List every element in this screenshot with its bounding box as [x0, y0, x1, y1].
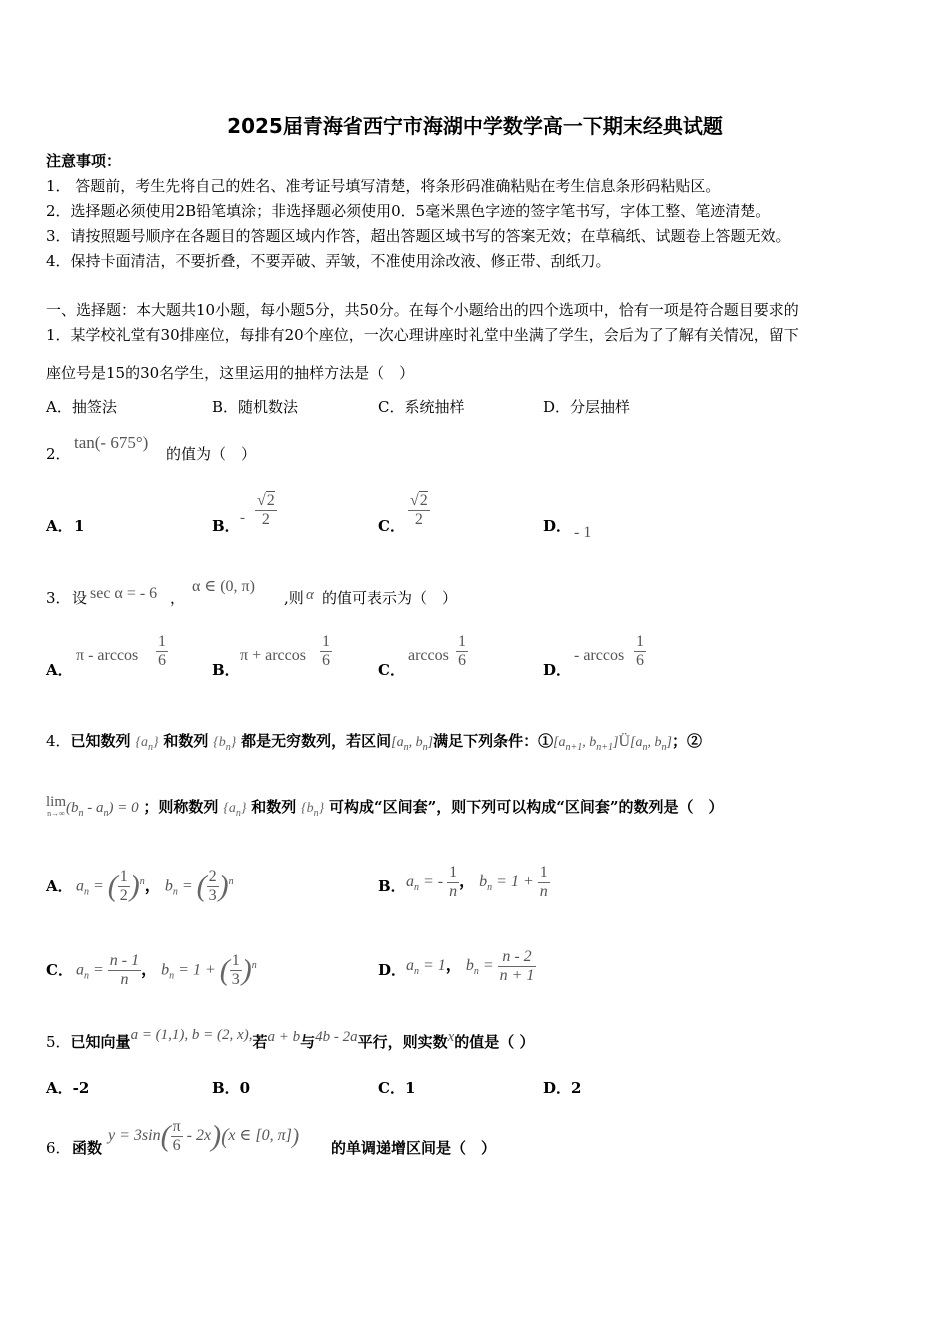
- q4-c1-bn: b: [654, 735, 662, 750]
- q3-label-b: B．: [212, 661, 240, 679]
- q5-sum: a + b: [267, 1029, 301, 1045]
- q1-option-b: B．随机数法: [212, 398, 299, 416]
- q2-expression: tan(- 675°): [74, 433, 149, 452]
- q4-c-eq2: = 1 +: [174, 961, 220, 979]
- q4-lim-expr-1: (b: [66, 800, 79, 816]
- q4-c-num2: 1: [231, 952, 240, 970]
- question-1-line-2: 座位号是15的30名学生，这里运用的抽样方法是（ ）: [46, 364, 415, 382]
- q3-option-d-pre: - arccos: [574, 647, 625, 664]
- q4-d-bn-sub: n: [473, 966, 479, 978]
- q4-b-eq2: = 1 +: [492, 873, 538, 890]
- q4-label-d: D．: [378, 961, 407, 979]
- q4-a-bn-sub: n: [172, 886, 178, 898]
- q3-option-b-pre: π + arccos: [240, 647, 306, 664]
- q4-t4: 满足下列条件：①: [433, 732, 554, 750]
- q4-an-2-sub: n: [235, 807, 241, 819]
- section-heading: 一、选择题：本大题共10小题，每小题5分，共50分。在每个小题给出的四个选项中，恰有一项是符合题目要求的: [46, 301, 799, 319]
- q5-t4: 平行，则实数: [357, 1033, 448, 1051]
- notice-item-4: 4．保持卡面清洁，不要折叠，不要弄破、弄皱，不准使用涂改液、修正带、刮纸刀。: [46, 252, 611, 270]
- q4-lim-expr-2: - a: [83, 800, 104, 816]
- notice-heading: 注意事项：: [46, 152, 122, 170]
- question-5: [46, 1027, 535, 1052]
- q4-int-b-sub: n: [422, 741, 428, 753]
- q4-c-an: a: [76, 961, 84, 979]
- question-3-pre: 设: [72, 589, 88, 607]
- q2-label-a: A．: [46, 517, 73, 535]
- question-3-tail: 的值可表示为（ ）: [322, 589, 458, 607]
- q5-t5: 的值是（ ）: [454, 1033, 535, 1051]
- q3-label-d: D．: [543, 661, 572, 679]
- q4-c-sep: ，: [141, 961, 158, 979]
- q4-bn-sub: n: [225, 741, 231, 753]
- q5-diff: 4b - 2a: [315, 1029, 358, 1045]
- q4-int-a: a: [396, 735, 404, 750]
- q5-t1: 已知向量: [70, 1033, 131, 1051]
- q4-option-a: $a_n$ = ( $\frac{1}{2}$ )$^n$， $b_n$ = ( $\frac{2}{3}$ )$^n$: [76, 868, 234, 905]
- q4-b-an: a: [406, 873, 414, 890]
- q4-b-eq1: = -: [419, 873, 448, 890]
- q3-comma: ，: [170, 589, 186, 607]
- question-6-tail: 的单调递增区间是（ ）: [331, 1139, 497, 1157]
- q4-a-bn: b: [164, 877, 173, 895]
- q6-f1: y = 3sin: [108, 1127, 161, 1144]
- q4-an-sub: n: [147, 741, 153, 753]
- q3-d-num: 1: [636, 633, 644, 650]
- q5-option-d: D．2: [543, 1079, 582, 1097]
- q2-c-den: 2: [414, 511, 423, 528]
- q4-a-eq2: =: [177, 877, 197, 895]
- q4-c-bn-sub: n: [169, 970, 175, 982]
- q2-label-c: C．: [378, 517, 405, 535]
- q4-b-bn-sub: n: [487, 882, 493, 894]
- q1-option-d: D．分层抽样: [543, 398, 631, 416]
- q4-lim-expr-3: ) = 0: [108, 800, 139, 816]
- q3-a-den: 6: [158, 652, 166, 669]
- q4-c-exp: n: [251, 960, 257, 971]
- q2-option-d: - 1: [574, 524, 592, 541]
- q4-c1-an-sub: n: [642, 741, 648, 753]
- q4-b-den2: n: [539, 882, 548, 900]
- q4-t5: ；②: [671, 732, 702, 750]
- q2-option-b-sign: -: [240, 510, 245, 526]
- q4-t3: 都是无穷数列，若区间: [241, 732, 392, 750]
- q4-d-eq2: =: [478, 957, 498, 974]
- q4-option-d: [406, 944, 536, 994]
- q3-a-num: 1: [158, 633, 166, 650]
- q4-b-den1: n: [449, 882, 458, 900]
- q4-d-an: a: [406, 957, 414, 974]
- q4-t7: 和数列: [251, 798, 297, 816]
- q4-c-an-sub: n: [84, 970, 89, 982]
- q4-d-den: n + 1: [499, 966, 535, 984]
- q4-b-num2: 1: [539, 863, 548, 881]
- q4-option-c: $a_n$ = $\frac{n - 1}{n}$ ， $b_n = 1$ + ( $\frac{1}{3}$ )$^n$: [76, 952, 257, 989]
- q3-option-c-pre: arccos: [408, 647, 449, 664]
- q3-option-a-pre: π - arccos: [76, 647, 139, 664]
- q2-option-c-fraction: $\frac{√2}{2}$: [410, 492, 428, 528]
- q4-b-an-sub: n: [414, 882, 419, 894]
- question-3-number: 3．: [46, 589, 71, 607]
- q4-int-a-sub: n: [403, 741, 409, 753]
- question-2-number: 2．: [46, 445, 71, 463]
- q4-label-a: A．: [46, 877, 73, 895]
- q5-option-b: B．0: [212, 1079, 251, 1097]
- q4-d-eq1: = 1: [419, 957, 446, 974]
- q1-option-c: C．系统抽样: [378, 398, 465, 416]
- q4-c1-a: a: [558, 735, 566, 750]
- q4-t1: 已知数列: [70, 732, 131, 750]
- q3-option-c-fraction: [456, 633, 468, 670]
- q4-b-num1: 1: [449, 863, 458, 881]
- q2-label-d: D．: [543, 517, 572, 535]
- q4-a-exp2: n: [228, 876, 234, 887]
- q4-label-b: B．: [378, 877, 406, 895]
- q4-d-num: n - 2: [498, 948, 537, 967]
- q5-t2: 若: [252, 1033, 268, 1051]
- q3-label-c: C．: [378, 661, 405, 679]
- q4-d-an-sub: n: [414, 966, 419, 978]
- q4-number: 4．: [46, 732, 71, 750]
- q5-x: x: [447, 1029, 455, 1045]
- q3-option-b-fraction: [320, 633, 332, 670]
- q4-c1-b: b: [589, 735, 597, 750]
- q3-b-num: 1: [322, 633, 330, 650]
- q4-bn: b: [218, 735, 226, 750]
- q5-option-c: C．1: [378, 1079, 416, 1097]
- q4-c-eq1: =: [89, 961, 108, 979]
- q4-a-sep: ，: [144, 877, 161, 895]
- q2-c-root: 2: [419, 492, 428, 509]
- q5-option-a: A．-2: [46, 1079, 90, 1097]
- q3-c-den: 6: [458, 652, 466, 669]
- q6-function: y = 3sin( $\frac{\pi}{6}$ - 2x)(x ∈ [0, π]): [108, 1117, 300, 1154]
- q4-t2: 和数列: [163, 732, 209, 750]
- question-6-t1: 函数: [72, 1139, 103, 1157]
- q4-lim: lim: [46, 794, 67, 810]
- q4-bn-2: b: [306, 801, 314, 816]
- q4-c-num1: n - 1: [109, 952, 140, 970]
- q3-option-a-fraction: [156, 633, 168, 670]
- q3-cond-alpha: α ∈ (0, π): [192, 578, 255, 595]
- q3-option-d-fraction: [634, 633, 646, 670]
- q4-an: a: [140, 735, 148, 750]
- q4-c-bn: b: [161, 961, 170, 979]
- q4-subset-symbol: Ü: [618, 733, 631, 750]
- q5-t3: 与: [300, 1033, 316, 1051]
- q4-option-b: [406, 860, 550, 910]
- q4-lim-b-sub: n: [78, 808, 84, 819]
- q3-label-a: A．: [46, 661, 73, 679]
- q6-minus2x: - 2x: [182, 1127, 212, 1144]
- question-1-line-1: 1．某学校礼堂有30排座位，每排有20个座位，一次心理讲座时礼堂中坐满了学生，会后为了了解有关情况，留下: [46, 326, 799, 344]
- q4-c1-an: a: [635, 735, 643, 750]
- q4-label-c: C．: [46, 961, 73, 979]
- q4-t8: 可构成“区间套”，则下列可以构成“区间套”的数列是（ ）: [329, 798, 724, 816]
- q4-d-bn: b: [465, 957, 474, 974]
- q2-b-root: 2: [266, 492, 275, 509]
- q3-b-den: 6: [322, 652, 330, 669]
- q3-c-num: 1: [458, 633, 466, 650]
- q4-c1-a-sub: n+1: [565, 741, 583, 753]
- q3-alpha: α: [306, 587, 314, 603]
- q2-option-a: 1: [74, 517, 85, 535]
- question-4-line-2: lim n→∞ $(b_n - a_n) = 0$ ；则称数列 $\{a_n\}$ 和数列 $\{b_n\}$ 可构成“区间套”，则下列可以构成“区间套”的数列是（ ）: [46, 794, 724, 819]
- q4-a-eq1: =: [89, 877, 108, 895]
- q4-t6: ；则称数列: [143, 798, 219, 816]
- q1-option-a: A．抽签法: [46, 398, 117, 416]
- q3-mid: ,则: [284, 589, 304, 607]
- q4-a-an-sub: n: [84, 886, 89, 898]
- q4-lim-sub: n→∞: [47, 809, 65, 818]
- q2-b-den: 2: [261, 511, 270, 528]
- question-2-tail: 的值为（ ）: [166, 445, 257, 463]
- q4-a-exp1: n: [139, 876, 145, 887]
- q4-a-den2: 3: [208, 887, 217, 905]
- q6-domain: x ∈ [0, π]: [228, 1127, 292, 1144]
- q3-d-den: 6: [636, 652, 644, 669]
- q4-c-den1: n: [120, 971, 129, 989]
- q4-c1-bn-sub: n: [661, 741, 667, 753]
- notice-item-3: 3．请按照题号顺序在各题目的答题区域内作答，超出答题区域书写的答案无效；在草稿纸、试题卷上答题无效。: [46, 227, 791, 245]
- q5-number: 5．: [46, 1033, 71, 1051]
- q4-a-num2: 2: [208, 868, 217, 886]
- q4-lim-a-sub: n: [103, 808, 109, 819]
- q3-cond-sec: sec α = - 6: [90, 585, 158, 602]
- q4-b-sep: ，: [459, 873, 476, 890]
- q4-c-den2: 3: [231, 971, 240, 989]
- question-4-line-1: 4．已知数列 $\{a_n\}$ 和数列 $\{b_n\}$ 都是无穷数列，若区间[$a_n$, $b_n$]满足下列条件：$①[a_{n+1}$, $b_{n+1}]Ü[a_n$, $b_n$]；②: [46, 732, 702, 753]
- q4-a-den1: 2: [119, 887, 128, 905]
- q4-d-sep: ，: [445, 957, 462, 974]
- q4-bn-2-sub: n: [313, 807, 319, 819]
- q4-an-2: a: [228, 801, 236, 816]
- notice-item-1: 1． 答题前，考生先将自己的姓名、准考证号填写清楚，将条形码准确粘贴在考生信息条形码粘贴区。: [46, 177, 721, 195]
- q5-vectors: a = (1,1), b = (2, x),: [130, 1027, 253, 1043]
- q4-int-b: b: [415, 735, 423, 750]
- notice-item-2: 2．选择题必须使用2B铅笔填涂；非选择题必须使用0．5毫米黑色字迹的签字笔书写，字体工整、笔迹清楚。: [46, 202, 771, 220]
- q4-b-bn: b: [479, 873, 488, 890]
- question-6-number: 6．: [46, 1139, 71, 1157]
- q2-option-b-fraction: $\frac{√2}{2}$: [257, 492, 275, 528]
- page-title: 2025届青海省西宁市海湖中学数学高一下期末经典试题: [227, 114, 723, 138]
- q4-a-an: a: [76, 877, 84, 895]
- q6-six: 6: [172, 1136, 181, 1154]
- q6-pi: π: [172, 1117, 181, 1135]
- q4-c1-b-sub: n+1: [596, 741, 614, 753]
- q4-a-num1: 1: [119, 868, 128, 886]
- q2-label-b: B．: [212, 517, 240, 535]
